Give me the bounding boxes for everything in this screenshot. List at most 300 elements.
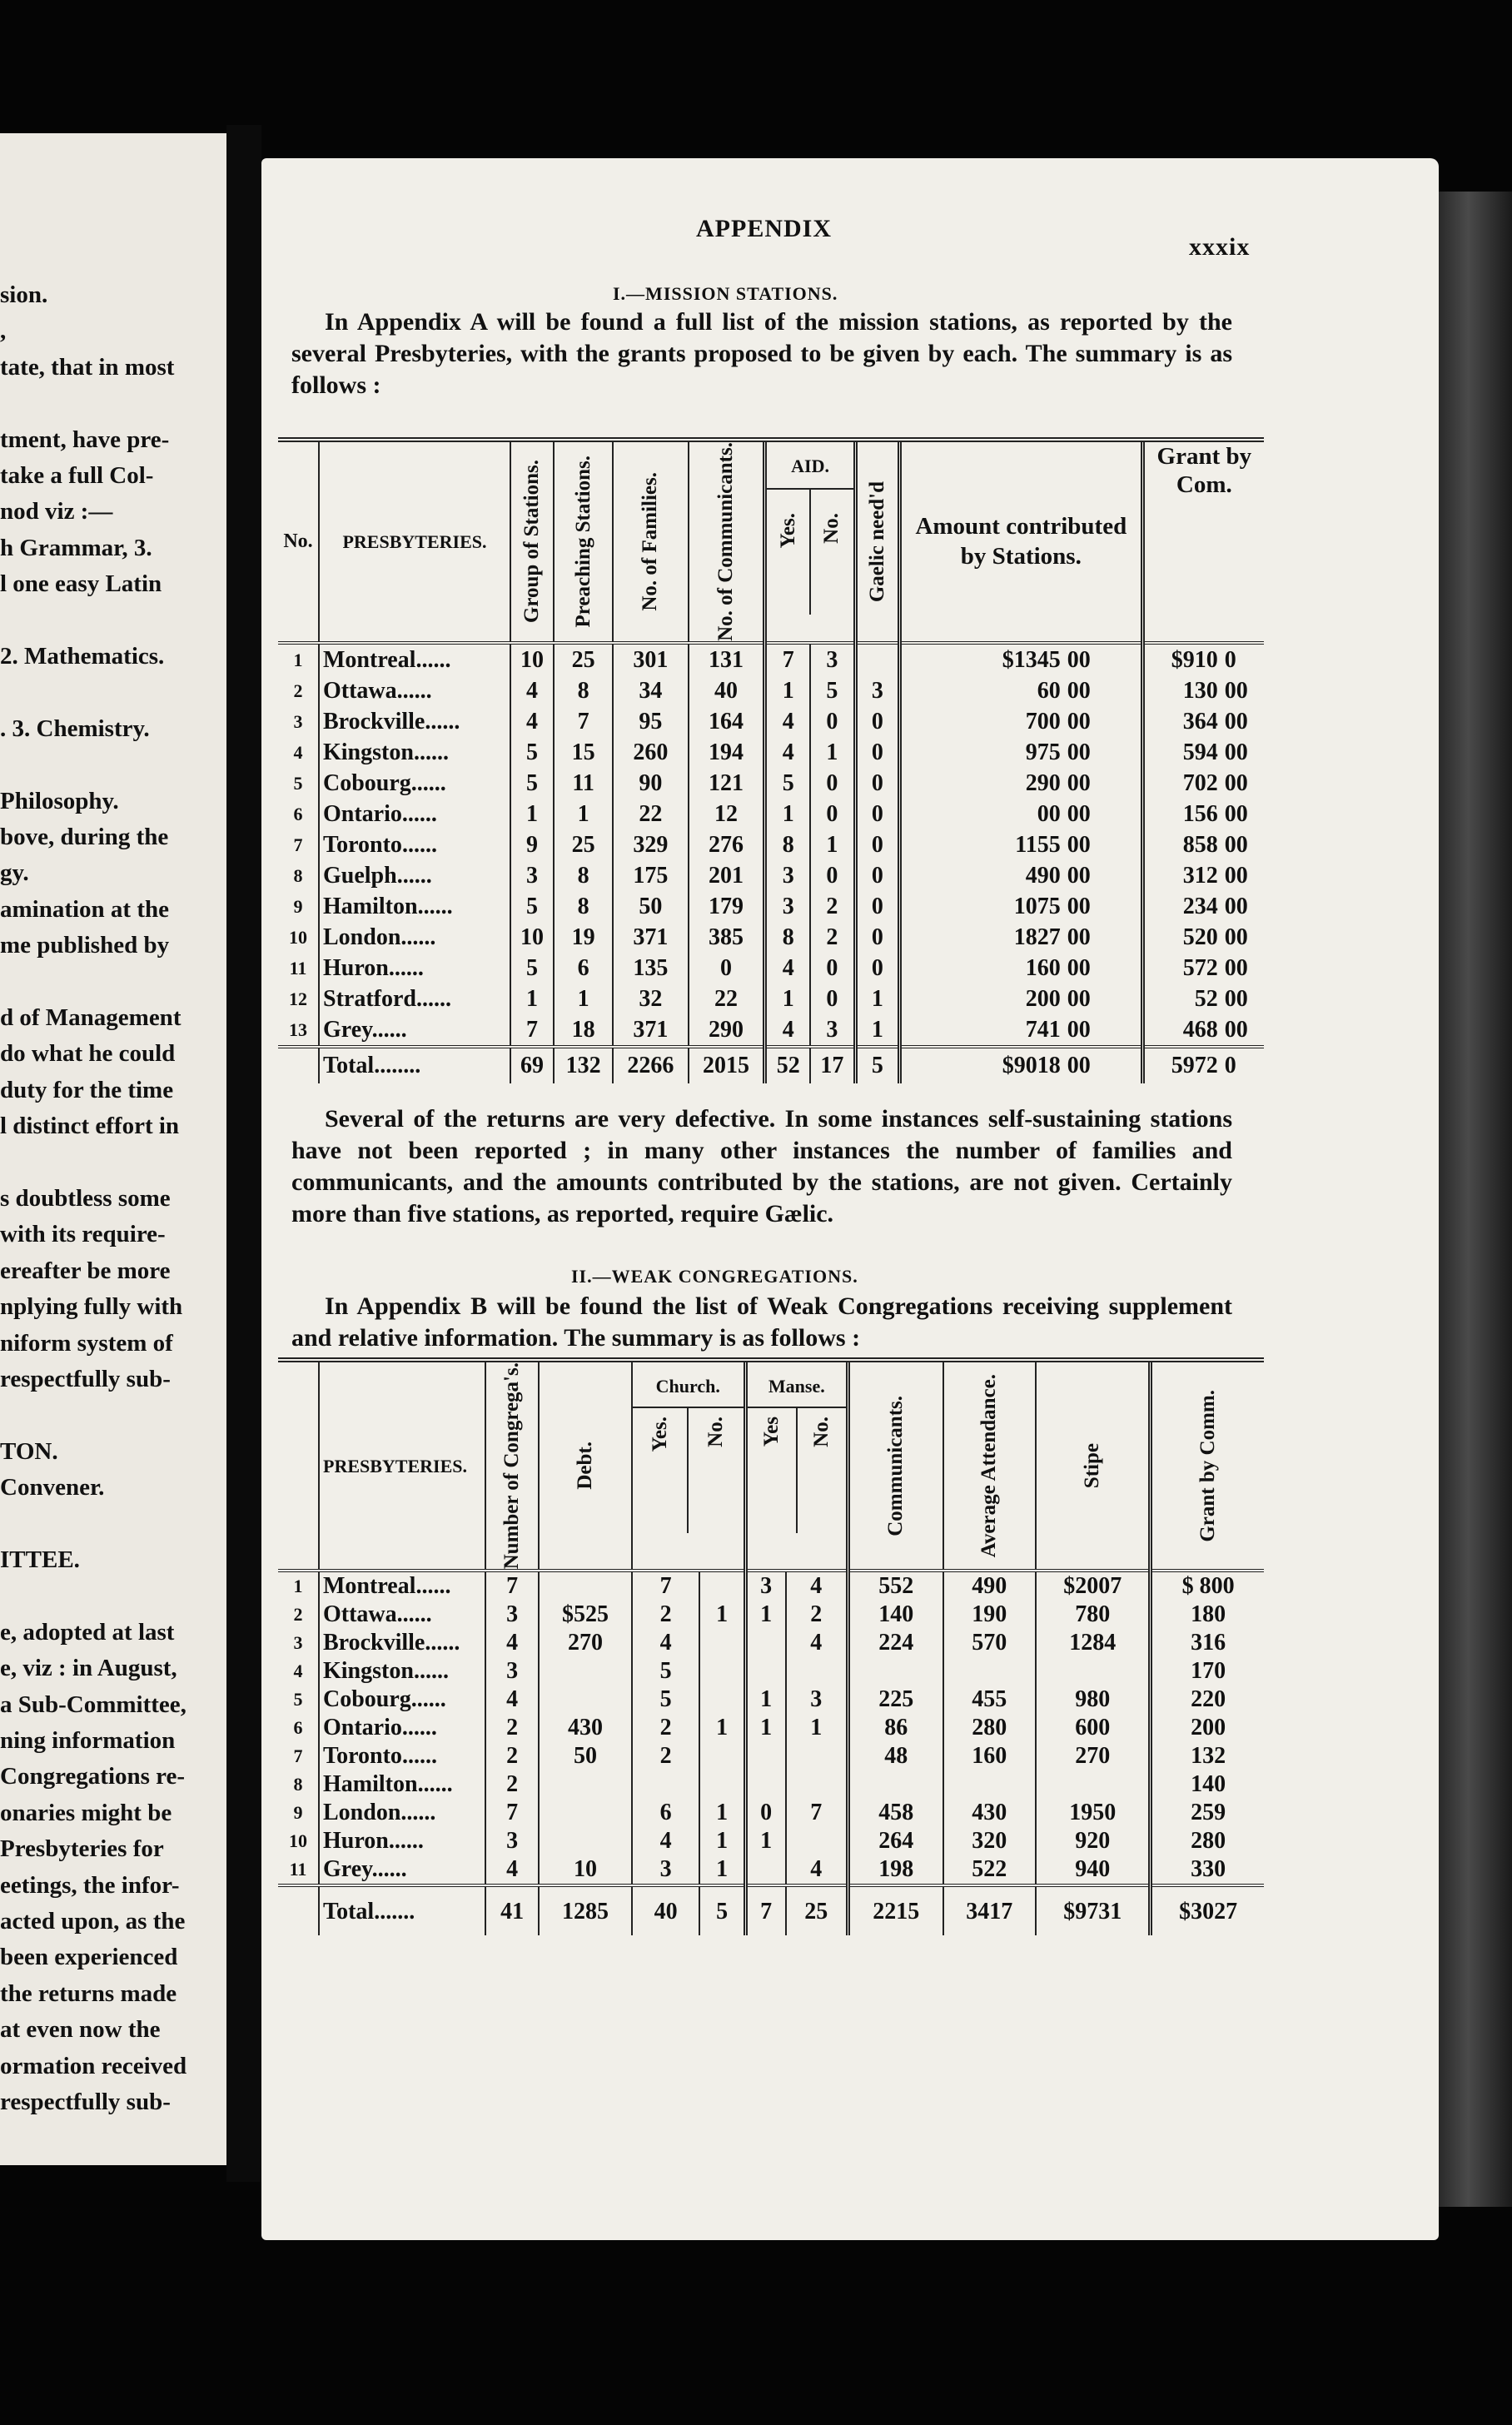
cell-mno <box>786 1742 848 1770</box>
cell-cents: 00 <box>1067 831 1091 858</box>
cell-cents: 00 <box>1067 893 1091 919</box>
total-preaching: 132 <box>554 1047 613 1083</box>
col-communicants: No. of Communicants. <box>714 442 738 641</box>
cell-mno: 4 <box>786 1629 848 1657</box>
cell-gaelic: 1 <box>855 983 899 1014</box>
cell-cno: 1 <box>699 1601 745 1629</box>
cell-amount: 700 <box>900 706 1064 737</box>
cell-cno <box>699 1686 745 1714</box>
cell-no-aid: 0 <box>810 799 855 829</box>
cell-debt: $525 <box>539 1601 632 1629</box>
col-attendance: Average Attendance. <box>977 1374 1001 1558</box>
cell-group: 10 <box>510 643 554 675</box>
cell-cyes: 2 <box>632 1601 700 1629</box>
total-aid-yes: 52 <box>765 1047 810 1083</box>
cell-gcents: 00 <box>1224 739 1248 765</box>
cell-cno <box>699 1571 745 1601</box>
cell-no-aid: 0 <box>810 953 855 983</box>
book-gutter <box>226 125 261 2182</box>
cell-debt <box>539 1827 632 1855</box>
cell-number: 2 <box>485 1714 539 1742</box>
facing-page-line: sion. <box>0 281 48 308</box>
section1-heading: I.—MISSION STATIONS. <box>613 283 838 304</box>
cell-gcents: 00 <box>1224 985 1248 1012</box>
section1-note: Several of the returns are very defective. In some instances self-sustaining stations have not been reported ; in many other instances the number of families and communicants, and the amounts contributed by the stations, are not given. Certainly more than five stations, as reported, require Gælic. <box>291 1105 1232 1227</box>
cell-families: 371 <box>613 922 688 953</box>
weak-congregation-row <box>278 1601 1264 1629</box>
cell-no: 10 <box>289 1830 307 1852</box>
cell-name: London...... <box>319 1799 485 1827</box>
cell-comm: 131 <box>689 643 765 675</box>
facing-page-line: ning information <box>0 1727 176 1754</box>
col-church-yes: Yes. <box>648 1417 671 1452</box>
cell-amount: $1345 <box>900 643 1064 675</box>
cell-no-aid: 0 <box>810 983 855 1014</box>
facing-page-line: tment, have pre- <box>0 426 170 453</box>
cell-myes <box>745 1657 785 1686</box>
cell-no: 6 <box>293 803 303 824</box>
cell-no-aid: 2 <box>810 922 855 953</box>
cell-comm: 552 <box>848 1571 943 1601</box>
cell-group: 4 <box>510 706 554 737</box>
col-no: No. <box>283 530 313 552</box>
mission-row <box>278 675 1264 706</box>
cell-preaching: 19 <box>554 922 613 953</box>
cell-gcents: 00 <box>1224 769 1248 796</box>
cell-no: 7 <box>293 1745 303 1767</box>
cell-number: 2 <box>485 1770 539 1799</box>
cell-families: 34 <box>613 675 688 706</box>
cell-comm: 48 <box>848 1742 943 1770</box>
cell-no-aid: 1 <box>810 737 855 768</box>
total2-grant: $3027 <box>1151 1885 1264 1935</box>
cell-amount: 975 <box>900 737 1064 768</box>
cell-comm: 0 <box>689 953 765 983</box>
col-debt: Debt. <box>574 1442 597 1491</box>
facing-page-line: Presbyteries for <box>0 1835 164 1863</box>
cell-amount: 160 <box>900 953 1064 983</box>
cell-gaelic: 0 <box>855 768 899 799</box>
cell-group: 5 <box>510 953 554 983</box>
cell-amount: 60 <box>900 675 1064 706</box>
cell-gaelic: 0 <box>855 953 899 983</box>
cell-mno <box>786 1657 848 1686</box>
facing-page-line: take a full Col- <box>0 462 154 489</box>
total-amount-cents: 00 <box>1067 1053 1091 1079</box>
cell-comm: 276 <box>689 829 765 860</box>
col-aid: AID. <box>767 442 853 490</box>
cell-grant: 130 <box>1142 675 1221 706</box>
cell-gaelic: 0 <box>855 860 899 891</box>
cell-yes: 1 <box>765 675 810 706</box>
cell-cents: 00 <box>1067 739 1091 765</box>
mission-row <box>278 643 1264 675</box>
cell-group: 5 <box>510 891 554 922</box>
cell-myes: 1 <box>745 1601 785 1629</box>
facing-page-line: nod viz :— <box>0 498 113 525</box>
cell-group: 1 <box>510 983 554 1014</box>
cell-yes: 8 <box>765 922 810 953</box>
mission-row <box>278 860 1264 891</box>
total-group: 69 <box>510 1047 554 1083</box>
cell-name: Cobourg...... <box>319 1686 485 1714</box>
mission-row <box>278 706 1264 737</box>
cell-no: 9 <box>293 1802 303 1824</box>
cell-cyes: 3 <box>632 1855 700 1885</box>
cell-comm: 201 <box>689 860 765 891</box>
facing-page-line: amination at the <box>0 895 169 923</box>
cell-no: 1 <box>293 1576 303 1597</box>
cell-name: Grey...... <box>319 1855 485 1885</box>
mission-stations-table <box>278 437 1264 1083</box>
cell-name: Toronto...... <box>319 1742 485 1770</box>
cell-comm: 121 <box>689 768 765 799</box>
cell-no-aid: 0 <box>810 860 855 891</box>
cell-name: Toronto...... <box>319 829 510 860</box>
cell-comm: 385 <box>689 922 765 953</box>
cell-group: 10 <box>510 922 554 953</box>
cell-name: Ontario...... <box>319 799 510 829</box>
cell-stipend <box>1036 1770 1151 1799</box>
cell-preaching: 15 <box>554 737 613 768</box>
cell-mno: 2 <box>786 1601 848 1629</box>
facing-page-line: been experienced <box>0 1944 178 1971</box>
cell-name: London...... <box>319 922 510 953</box>
cell-myes <box>745 1855 785 1885</box>
cell-amount: 1827 <box>900 922 1064 953</box>
cell-cyes <box>632 1770 700 1799</box>
cell-name: Grey...... <box>319 1014 510 1047</box>
cell-name: Montreal...... <box>319 643 510 675</box>
section1-intro: In Appendix A will be found a full list of the mission stations, as reported by the several Presbyteries, with the grants proposed to be given by each. The summary is as follows : <box>291 308 1232 399</box>
cell-debt <box>539 1657 632 1686</box>
cell-comm: 458 <box>848 1799 943 1827</box>
cell-grant: 312 <box>1142 860 1221 891</box>
cell-myes <box>745 1770 785 1799</box>
cell-gaelic: 0 <box>855 891 899 922</box>
cell-comm: 264 <box>848 1827 943 1855</box>
weak-total-row <box>278 1885 1264 1935</box>
cell-yes: 4 <box>765 737 810 768</box>
cell-gaelic: 3 <box>855 675 899 706</box>
mission-row <box>278 953 1264 983</box>
facing-page-line: the returns made <box>0 1979 177 2007</box>
cell-cents: 00 <box>1067 646 1091 673</box>
cell-att: 160 <box>943 1742 1037 1770</box>
total2-number: 41 <box>485 1885 539 1935</box>
mission-row <box>278 891 1264 922</box>
mission-row <box>278 799 1264 829</box>
facing-page-line: l distinct effort in <box>0 1113 180 1140</box>
cell-name: Kingston...... <box>319 737 510 768</box>
cell-grant: 140 <box>1151 1770 1264 1799</box>
cell-mno <box>786 1770 848 1799</box>
cell-comm: 290 <box>689 1014 765 1047</box>
cell-myes: 1 <box>745 1714 785 1742</box>
cell-no: 12 <box>289 988 307 1009</box>
cell-mno: 1 <box>786 1714 848 1742</box>
col-stipend: Stipe <box>1081 1443 1104 1489</box>
cell-number: 7 <box>485 1571 539 1601</box>
total2-attendance: 3417 <box>943 1885 1037 1935</box>
cell-mno: 7 <box>786 1799 848 1827</box>
cell-no: 13 <box>289 1018 307 1040</box>
total-communicants: 2015 <box>689 1047 765 1083</box>
cell-preaching: 8 <box>554 860 613 891</box>
facing-page-line: tate, that in most <box>0 353 175 381</box>
total-grant-cents: 0 <box>1224 1053 1236 1079</box>
facing-page-line: onaries might be <box>0 1799 172 1826</box>
cell-no-aid: 3 <box>810 1014 855 1047</box>
cell-families: 135 <box>613 953 688 983</box>
cell-families: 95 <box>613 706 688 737</box>
facing-page-line: e, viz : in August, <box>0 1655 177 1682</box>
cell-group: 4 <box>510 675 554 706</box>
cell-group: 7 <box>510 1014 554 1047</box>
cell-debt <box>539 1686 632 1714</box>
cell-cno: 1 <box>699 1714 745 1742</box>
cell-debt <box>539 1571 632 1601</box>
total2-communicants: 2215 <box>848 1885 943 1935</box>
cell-families: 22 <box>613 799 688 829</box>
cell-gcents: 00 <box>1224 1016 1248 1043</box>
cell-grant: 52 <box>1142 983 1221 1014</box>
cell-grant: 468 <box>1142 1014 1221 1047</box>
cell-cyes: 5 <box>632 1657 700 1686</box>
cell-amount: 1155 <box>900 829 1064 860</box>
cell-grant: 180 <box>1151 1601 1264 1629</box>
facing-page-line: l one easy Latin <box>0 570 162 598</box>
weak-congregation-row <box>278 1714 1264 1742</box>
facing-page-line: respectfully sub- <box>0 2089 171 2115</box>
cell-grant: 858 <box>1142 829 1221 860</box>
cell-families: 371 <box>613 1014 688 1047</box>
cell-families: 90 <box>613 768 688 799</box>
cell-stipend: 780 <box>1036 1601 1151 1629</box>
cell-no: 2 <box>293 1604 303 1626</box>
cell-stipend: $2007 <box>1036 1571 1151 1601</box>
cell-preaching: 6 <box>554 953 613 983</box>
cell-grant: 234 <box>1142 891 1221 922</box>
cell-gaelic: 0 <box>855 829 899 860</box>
cell-cyes: 4 <box>632 1827 700 1855</box>
cell-att: 570 <box>943 1629 1037 1657</box>
cell-yes: 1 <box>765 799 810 829</box>
col-preaching: Preaching Stations. <box>571 456 594 628</box>
cell-gcents: 00 <box>1224 708 1248 734</box>
mission-row <box>278 922 1264 953</box>
cell-cyes: 2 <box>632 1742 700 1770</box>
facing-page-line: TON. <box>0 1437 58 1465</box>
cell-gcents: 00 <box>1224 954 1248 981</box>
cell-no-aid: 5 <box>810 675 855 706</box>
col-amount: Amount contributed by Stations. <box>900 440 1143 643</box>
facing-page-line: Congregations re- <box>0 1763 186 1790</box>
cell-stipend: 920 <box>1036 1827 1151 1855</box>
weak-congregation-row <box>278 1742 1264 1770</box>
cell-grant: 259 <box>1151 1799 1264 1827</box>
weak-congregation-row <box>278 1686 1264 1714</box>
page-number: xxxix <box>1189 233 1251 261</box>
cell-comm: 225 <box>848 1686 943 1714</box>
cell-no: 1 <box>293 649 303 670</box>
cell-cents: 00 <box>1067 924 1091 950</box>
cell-name: Ontario...... <box>319 1714 485 1742</box>
cell-myes: 1 <box>745 1686 785 1714</box>
cell-att: 490 <box>943 1571 1037 1601</box>
cell-no-aid: 1 <box>810 829 855 860</box>
cell-att: 455 <box>943 1686 1037 1714</box>
cell-cno <box>699 1742 745 1770</box>
weak-congregations-table <box>278 1357 1264 1935</box>
cell-name: Brockville...... <box>319 1629 485 1657</box>
cell-yes: 7 <box>765 643 810 675</box>
total2-manse-no: 25 <box>786 1885 848 1935</box>
cell-name: Huron...... <box>319 1827 485 1855</box>
cell-preaching: 7 <box>554 706 613 737</box>
facing-page-line: s doubtless some <box>0 1185 171 1212</box>
cell-comm: 86 <box>848 1714 943 1742</box>
facing-page-line: Convener. <box>0 1474 105 1501</box>
cell-yes: 8 <box>765 829 810 860</box>
col-gaelic: Gaelic need'd <box>865 481 888 603</box>
facing-page-line: nplying fully with <box>0 1293 183 1321</box>
cell-gcents: 00 <box>1224 893 1248 919</box>
weak-congregation-row <box>278 1799 1264 1827</box>
col-presbyteries: PRESBYTERIES. <box>319 440 510 643</box>
col-manse: Manse. <box>748 1362 846 1408</box>
cell-gaelic <box>855 643 899 675</box>
mission-row <box>278 983 1264 1014</box>
facing-page-line: acted upon, as the <box>0 1908 186 1935</box>
facing-page-line: 2. Mathematics. <box>0 643 165 670</box>
cell-families: 32 <box>613 983 688 1014</box>
cell-yes: 4 <box>765 1014 810 1047</box>
appendix-page <box>261 158 1439 2240</box>
cell-mno: 3 <box>786 1686 848 1714</box>
cell-cents: 00 <box>1067 677 1091 704</box>
weak-congregation-row <box>278 1770 1264 1799</box>
cell-number: 4 <box>485 1686 539 1714</box>
cell-cents: 00 <box>1067 800 1091 827</box>
cell-families: 50 <box>613 891 688 922</box>
cell-cno: 1 <box>699 1799 745 1827</box>
mission-total-row <box>278 1047 1264 1083</box>
cell-no: 6 <box>293 1717 303 1739</box>
cell-number: 3 <box>485 1827 539 1855</box>
facing-page-line: with its require- <box>0 1221 166 1248</box>
cell-name: Cobourg...... <box>319 768 510 799</box>
cell-cyes: 4 <box>632 1629 700 1657</box>
cell-stipend: 940 <box>1036 1855 1151 1885</box>
cell-grant: 200 <box>1151 1714 1264 1742</box>
cell-cyes: 5 <box>632 1686 700 1714</box>
facing-page-line: ereafter be more <box>0 1257 171 1284</box>
cell-cyes: 6 <box>632 1799 700 1827</box>
facing-page-line: do what he could <box>0 1040 176 1068</box>
cell-comm: 198 <box>848 1855 943 1885</box>
cell-no: 3 <box>293 1632 303 1654</box>
facing-page-line: at even now the <box>0 2016 161 2044</box>
total2-stipend: $9731 <box>1036 1885 1151 1935</box>
cell-grant: $910 <box>1142 643 1221 675</box>
weak-congregation-row <box>278 1571 1264 1601</box>
total-grant: 5972 <box>1142 1047 1221 1083</box>
cell-preaching: 11 <box>554 768 613 799</box>
facing-page-line: niform system of <box>0 1329 173 1357</box>
cell-comm <box>848 1770 943 1799</box>
cell-number: 2 <box>485 1742 539 1770</box>
cell-att: 430 <box>943 1799 1037 1827</box>
cell-gcents: 00 <box>1224 831 1248 858</box>
cell-cyes: 2 <box>632 1714 700 1742</box>
mission-row <box>278 1014 1264 1047</box>
cell-name: Ottawa...... <box>319 1601 485 1629</box>
total-aid-no: 17 <box>810 1047 855 1083</box>
weak-congregation-row <box>278 1629 1264 1657</box>
cell-name: Montreal...... <box>319 1571 485 1601</box>
cell-myes: 0 <box>745 1799 785 1827</box>
cell-grant: 330 <box>1151 1855 1264 1885</box>
total2-manse-yes: 7 <box>745 1885 785 1935</box>
cell-amount: 00 <box>900 799 1064 829</box>
cell-group: 9 <box>510 829 554 860</box>
weak-congregation-row <box>278 1827 1264 1855</box>
cell-families: 301 <box>613 643 688 675</box>
cell-preaching: 18 <box>554 1014 613 1047</box>
page-title: APPENDIX <box>696 215 832 242</box>
col-presbyteries-2: PRESBYTERIES. <box>319 1360 485 1571</box>
facing-page-line: gy. <box>0 859 29 887</box>
cell-debt: 430 <box>539 1714 632 1742</box>
cell-no: 11 <box>289 1859 307 1880</box>
cell-name: Guelph...... <box>319 860 510 891</box>
cell-no: 3 <box>293 710 303 732</box>
cell-cno: 1 <box>699 1827 745 1855</box>
facing-page-line: a Sub-Committee, <box>0 1691 187 1718</box>
facing-page-line: duty for the time <box>0 1076 174 1103</box>
cell-gaelic: 0 <box>855 706 899 737</box>
col-number: Number of Congrega's. <box>500 1362 524 1570</box>
cell-cents: 00 <box>1067 954 1091 981</box>
cell-cents: 00 <box>1067 708 1091 734</box>
cell-comm: 40 <box>689 675 765 706</box>
cell-comm: 22 <box>689 983 765 1014</box>
cell-myes: 3 <box>745 1571 785 1601</box>
cell-stipend <box>1036 1657 1151 1686</box>
cell-name: Stratford...... <box>319 983 510 1014</box>
col-church-no: No. <box>704 1417 728 1447</box>
weak-congregation-row <box>278 1855 1264 1885</box>
cell-debt: 270 <box>539 1629 632 1657</box>
cell-amount: 200 <box>900 983 1064 1014</box>
cell-grant: 572 <box>1142 953 1221 983</box>
cell-grant: $ 800 <box>1151 1571 1264 1601</box>
cell-name: Kingston...... <box>319 1657 485 1686</box>
facing-page <box>0 133 226 2165</box>
cell-no-aid: 2 <box>810 891 855 922</box>
cell-no: 10 <box>289 926 307 948</box>
total-amount: $9018 <box>900 1047 1064 1083</box>
facing-page-line: respectfully sub- <box>0 1366 171 1392</box>
cell-debt <box>539 1770 632 1799</box>
cell-debt: 10 <box>539 1855 632 1885</box>
facing-page-line: eetings, the infor- <box>0 1871 180 1899</box>
facing-page-line: . 3. Chemistry. <box>0 715 150 742</box>
cell-att: 190 <box>943 1601 1037 1629</box>
total2-church-yes: 40 <box>632 1885 700 1935</box>
total-gaelic: 5 <box>855 1047 899 1083</box>
